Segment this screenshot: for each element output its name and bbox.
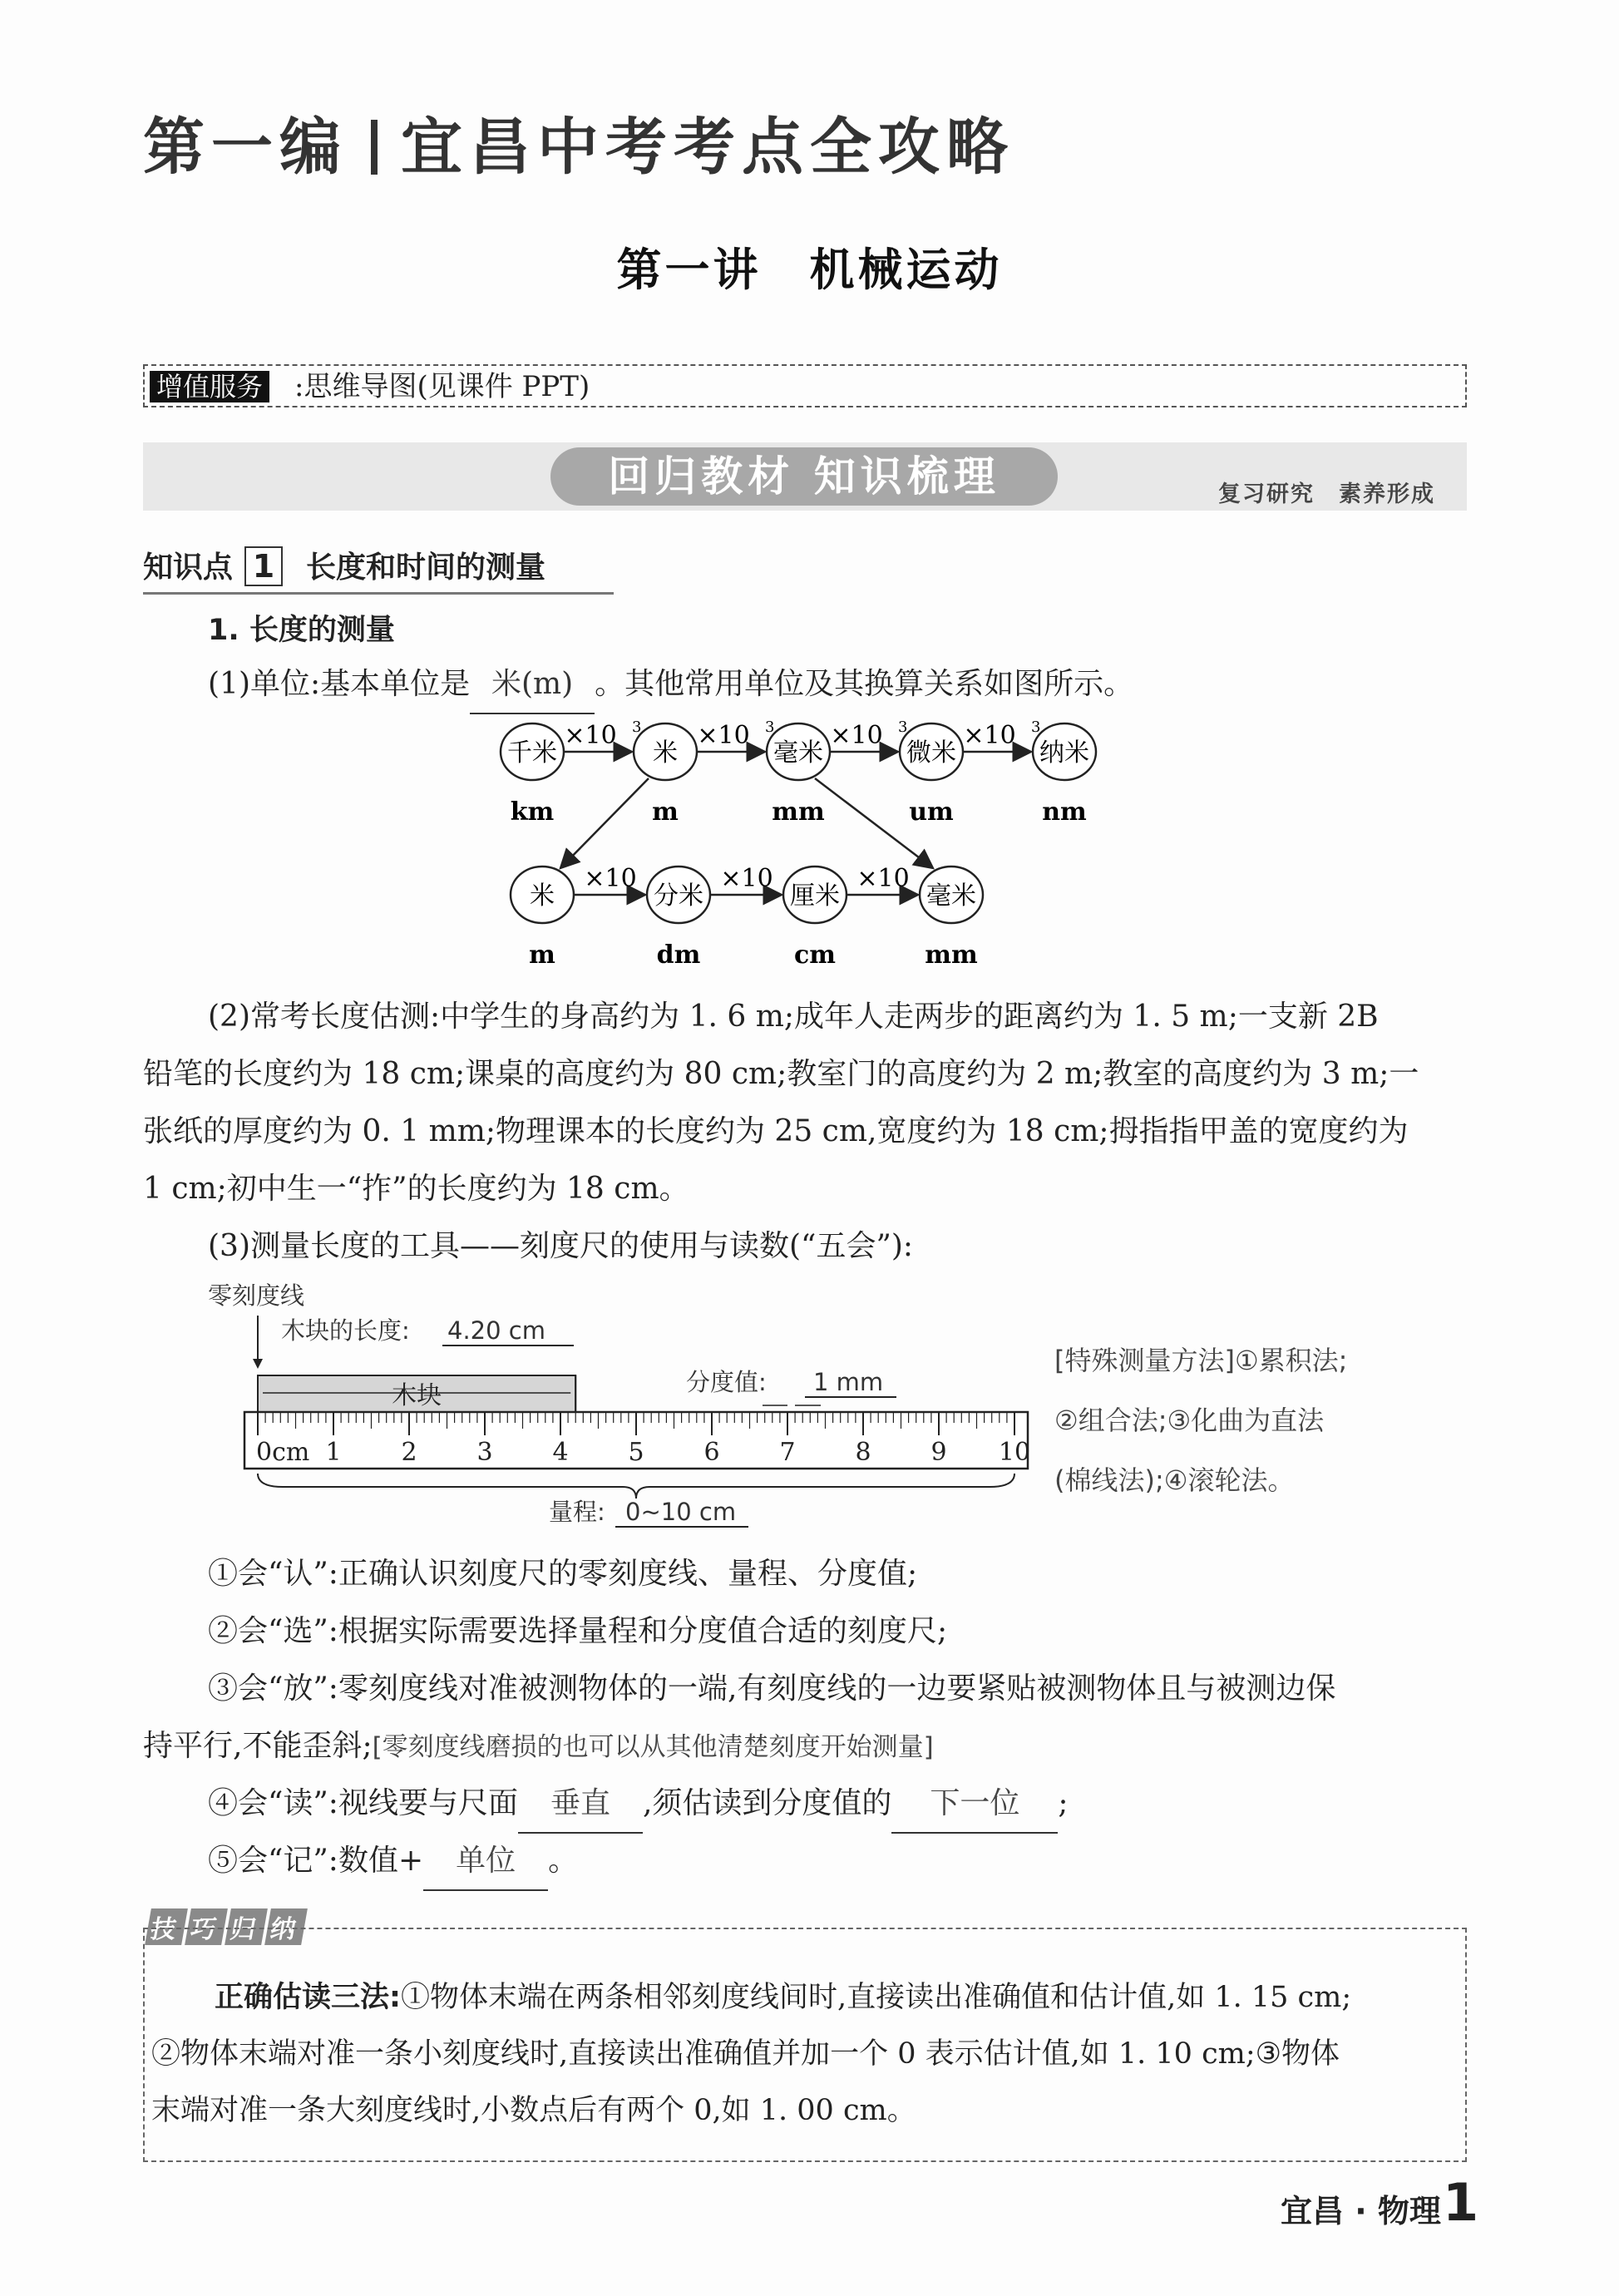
rule-3-handwritten-note: [零刻度线磨损的也可以从其他清楚刻度开始测量] bbox=[372, 1732, 934, 1762]
ruler-label-3: 3 bbox=[476, 1438, 493, 1467]
division-label: 分度值: bbox=[686, 1368, 767, 1396]
block-length-value: 4.20 cm bbox=[447, 1316, 545, 1345]
unit-abbr-2-2: cm bbox=[793, 941, 837, 970]
range-brace bbox=[258, 1474, 1014, 1499]
next-digit-blank: 下一位 bbox=[891, 1775, 1058, 1834]
block-length-label: 木块的长度: bbox=[281, 1316, 410, 1345]
section-heading: 1. 长度的测量 bbox=[208, 614, 395, 647]
row1-factor-2: ×10 bbox=[830, 721, 883, 750]
rule-5: ⑤会“记”:数值+ 单位 。 bbox=[208, 1832, 578, 1891]
ruler-label-8: 8 bbox=[855, 1438, 871, 1467]
row2-factor-1: ×10 bbox=[720, 864, 773, 893]
unit-name-1-1: 米 bbox=[653, 738, 678, 768]
title-separator bbox=[371, 120, 378, 175]
perpendicular-blank: 垂直 bbox=[518, 1775, 643, 1834]
row1-exponent-3: 3 bbox=[1031, 718, 1041, 736]
ruler-label-6: 6 bbox=[703, 1438, 720, 1467]
unit-abbr-2-1: dm bbox=[656, 941, 701, 970]
tip-line-3: 末端对准一条大刻度线时,小数点后有两个 0,如 1. 00 cm。 bbox=[151, 2094, 916, 2127]
unit-name-1-0: 千米 bbox=[507, 738, 557, 768]
rule-2: ②会“选”:根据实际需要选择量程和分度值合适的刻度尺; bbox=[208, 1614, 948, 1648]
estimate-line-3: 张纸的厚度约为 0. 1 mm;物理课本的长度约为 25 cm,宽度约为 18 cm;拇指指甲盖的宽度约为 bbox=[143, 1114, 1409, 1148]
ruler-label-9: 9 bbox=[930, 1438, 947, 1467]
service-text: :思维导图(见课件 PPT) bbox=[294, 370, 590, 403]
row1-factor-1: ×10 bbox=[697, 721, 750, 750]
page-number: 1 bbox=[1443, 2172, 1479, 2233]
ruler-label-2: 2 bbox=[401, 1438, 417, 1467]
tip-line-1: 正确估读三法:①物体末端在两条相邻刻度线间时,直接读出准确值和估计值,如 1. 15 cm; bbox=[215, 1981, 1352, 2014]
section-band-title: 回归教材 知识梳理 bbox=[550, 447, 1058, 506]
tool-line: (3)测量长度的工具——刻度尺的使用与读数(“五会”): bbox=[208, 1229, 914, 1263]
row2-factor-2: ×10 bbox=[856, 864, 910, 893]
unit-conversion-diagram bbox=[466, 717, 1131, 983]
unit-abbr-2-0: m bbox=[529, 941, 555, 970]
section-band-subtitle: 复习研究 素养形成 bbox=[1218, 481, 1435, 507]
unit-abbr-1-2: mm bbox=[772, 797, 825, 827]
unit-abbr-1-4: nm bbox=[1042, 797, 1087, 827]
range-value: 0~10 cm bbox=[625, 1498, 737, 1526]
special-methods-note: [特殊测量方法]①累积法; ②组合法;③化曲为直法 (棉线法);④滚轮法。 bbox=[1054, 1345, 1348, 1496]
knowledge-point-heading: 知识点 1 长度和时间的测量 bbox=[143, 548, 546, 585]
rule-3a: ③会“放”:零刻度线对准被测物体的一端,有刻度线的一边要紧贴被测物体且与被测边保 bbox=[208, 1671, 1336, 1706]
unit-paragraph: (1)单位:基本单位是 米(m) 。其他常用单位及其换算关系如图所示。 bbox=[208, 655, 1133, 714]
estimate-line-2: 铅笔的长度约为 18 cm;课桌的高度约为 80 cm;教室门的高度约为 2 m;教室的高度约为 3 m;一 bbox=[143, 1057, 1419, 1091]
unit-answer-blank: 米(m) bbox=[470, 655, 595, 714]
range-label: 量程: bbox=[549, 1498, 605, 1526]
unit-abbr-2-3: mm bbox=[925, 941, 978, 970]
unit-abbr-1-3: um bbox=[909, 797, 954, 827]
row1-exponent-0: 3 bbox=[632, 718, 642, 736]
unit-name-1-3: 微米 bbox=[906, 738, 956, 768]
zero-line-arrowhead bbox=[253, 1359, 263, 1369]
unit-name-1-4: 纳米 bbox=[1039, 738, 1089, 768]
value-added-service-box bbox=[143, 364, 1467, 407]
ruler-label-7: 7 bbox=[779, 1438, 796, 1467]
ruler-label-0: 0cm bbox=[256, 1438, 310, 1467]
unit-blank: 单位 bbox=[423, 1832, 548, 1891]
rule-4: ④会“读”:视线要与尺面 垂直 ,须估读到分度值的 下一位 ; bbox=[208, 1775, 1069, 1834]
part-title: 第一编 宜昌中考考点全攻略 bbox=[143, 111, 1014, 183]
rule-1: ①会“认”:正确认识刻度尺的零刻度线、量程、分度值; bbox=[208, 1557, 918, 1591]
ruler-label-5: 5 bbox=[628, 1438, 644, 1467]
rule-3b: 持平行,不能歪斜;[零刻度线磨损的也可以从其他清楚刻度开始测量] bbox=[143, 1729, 934, 1763]
knowledge-point-number: 1 bbox=[244, 546, 283, 586]
wood-block-label: 木块 bbox=[392, 1381, 442, 1410]
ruler-label-1: 1 bbox=[325, 1438, 342, 1467]
unit-abbr-1-0: km bbox=[510, 797, 555, 827]
row1-factor-0: ×10 bbox=[564, 721, 617, 750]
unit-name-2-2: 厘米 bbox=[790, 881, 840, 911]
ruler-label-10: 10 bbox=[998, 1438, 1031, 1467]
unit-name-2-3: 毫米 bbox=[926, 881, 976, 911]
footer-text: 宜昌 · 物理 bbox=[1281, 2193, 1441, 2229]
estimate-line-4: 1 cm;初中生一“拃”的长度约为 18 cm。 bbox=[143, 1172, 689, 1206]
tip-line-2: ②物体末端对准一条小刻度线时,直接读出准确值并加一个 0 表示估计值,如 1. 10 cm;③物体 bbox=[151, 2037, 1340, 2071]
ruler-label-4: 4 bbox=[552, 1438, 569, 1467]
division-value: 1 mm bbox=[813, 1368, 884, 1396]
row1-factor-3: ×10 bbox=[963, 721, 1016, 750]
row1-exponent-2: 3 bbox=[898, 718, 908, 736]
link-arrow-meter bbox=[560, 778, 649, 868]
lecture-title: 第一讲 机械运动 bbox=[616, 243, 1003, 296]
unit-name-2-0: 米 bbox=[530, 881, 555, 911]
zero-line-label: 零刻度线 bbox=[208, 1281, 305, 1310]
unit-name-2-1: 分米 bbox=[654, 881, 703, 911]
row2-factor-0: ×10 bbox=[584, 864, 637, 893]
service-tag: 增值服务 bbox=[150, 371, 269, 402]
tip-tag: 技 巧 归 纳 bbox=[148, 1908, 308, 1945]
row1-exponent-1: 3 bbox=[765, 718, 775, 736]
unit-abbr-1-1: m bbox=[652, 797, 679, 827]
ruler-diagram bbox=[200, 1272, 1031, 1538]
estimate-line-1: (2)常考长度估测:中学生的身高约为 1. 6 m;成年人走两步的距离约为 1. 5 m;一支新 2B bbox=[208, 1000, 1379, 1034]
section-band bbox=[143, 442, 1467, 511]
unit-name-1-2: 毫米 bbox=[773, 738, 823, 768]
heading-underline bbox=[143, 592, 614, 595]
